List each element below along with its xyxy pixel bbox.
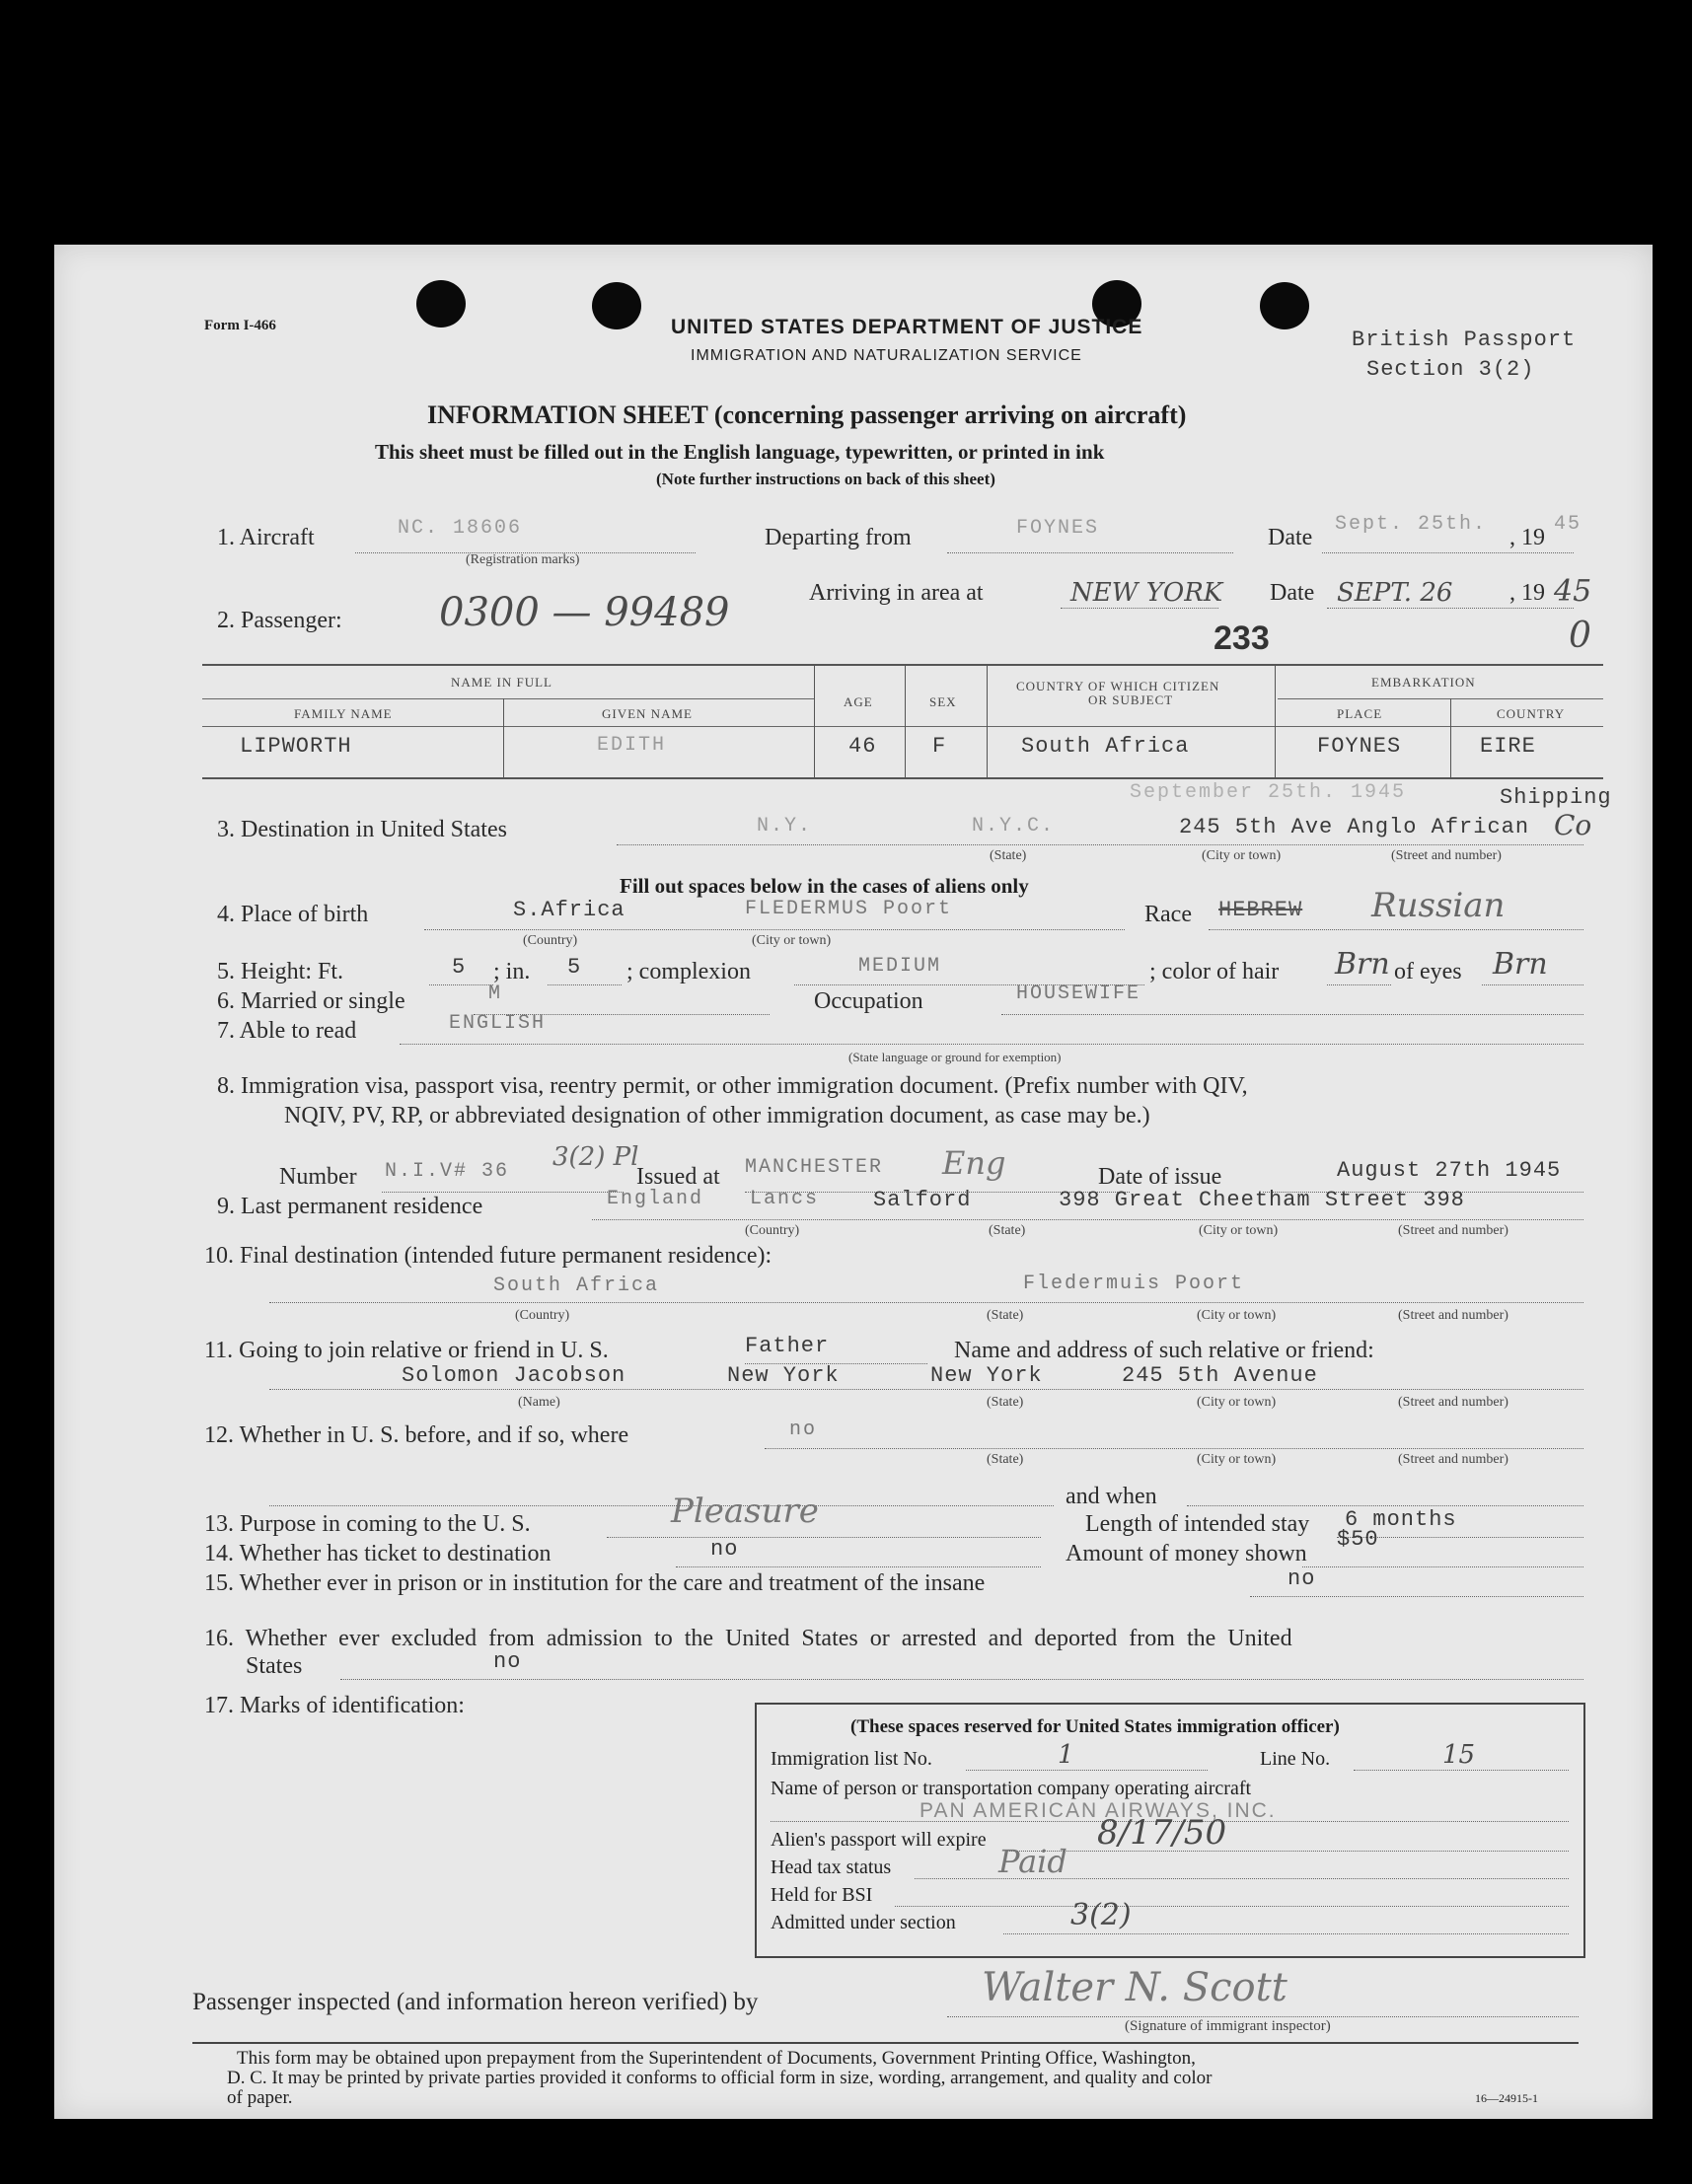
stay-value: 6 months bbox=[1345, 1507, 1457, 1532]
line-no-label: Line No. bbox=[1260, 1748, 1331, 1770]
residence-sub-city: (City or town) bbox=[1199, 1223, 1279, 1238]
final-dest-label: 10. Final destination (intended future permanent residence): bbox=[204, 1243, 772, 1269]
head-tax-value: Paid bbox=[998, 1843, 1067, 1880]
fine-print-line2: D. C. It may be printed by private parties provided it conforms to official form in size, wording, arrangement, and quality and color bbox=[227, 2068, 1213, 2088]
bsi-label: Held for BSI bbox=[771, 1884, 873, 1906]
departure-date: Sept. 25th. bbox=[1335, 513, 1488, 536]
purpose-value: Pleasure bbox=[671, 1492, 819, 1531]
birth-sub-city: (City or town) bbox=[752, 933, 832, 948]
us-before-sub-city: (City or town) bbox=[1197, 1452, 1277, 1467]
relative-name-label: Name and address of such relative or friend: bbox=[954, 1338, 1374, 1363]
read-sub: (State language or ground for exemption) bbox=[848, 1050, 1062, 1064]
birth-sub-country: (Country) bbox=[523, 933, 578, 948]
residence-label: 9. Last permanent residence bbox=[217, 1194, 483, 1219]
excluded-value: no bbox=[493, 1649, 522, 1674]
doc-number-handwritten: 3(2) Pl bbox=[552, 1142, 639, 1172]
year-prefix: , 19 bbox=[1509, 525, 1545, 550]
final-dest-city: Fledermuis Poort bbox=[1023, 1273, 1245, 1295]
document-sheet bbox=[54, 245, 1653, 2119]
passport-expire-value: 8/17/50 bbox=[1097, 1813, 1227, 1853]
arriving-value: NEW YORK bbox=[1070, 578, 1223, 608]
relative-sub-street: (Street and number) bbox=[1398, 1395, 1508, 1410]
given-name: EDITH bbox=[597, 734, 667, 757]
embarkation-place: FOYNES bbox=[1317, 734, 1402, 759]
us-before-label: 12. Whether in U. S. before, and if so, where bbox=[204, 1422, 629, 1448]
family-name: LIPWORTH bbox=[240, 734, 352, 759]
relative-sub-city: (City or town) bbox=[1197, 1395, 1277, 1410]
officer-box-title: (These spaces reserved for United States immigration officer) bbox=[850, 1716, 1340, 1737]
relative-label: 11. Going to join relative or friend in U. S. bbox=[204, 1338, 609, 1363]
eyes-label: of eyes bbox=[1394, 959, 1462, 984]
prison-label: 15. Whether ever in prison or in institution for the care and treatment of the insane bbox=[204, 1570, 986, 1596]
money-value: $50 bbox=[1337, 1527, 1379, 1552]
instructions-note: (Note further instructions on back of this sheet) bbox=[656, 470, 995, 488]
us-before-sub-street: (Street and number) bbox=[1398, 1452, 1508, 1467]
passenger-code: 233 bbox=[1214, 619, 1270, 657]
us-before-value: no bbox=[789, 1419, 818, 1441]
marital-label: 6. Married or single bbox=[217, 988, 405, 1014]
height-in-label: ; in. bbox=[493, 959, 531, 984]
page-title: INFORMATION SHEET (concerning passenger arriving on aircraft) bbox=[427, 400, 1187, 429]
arrival-date-label: Date bbox=[1270, 580, 1315, 606]
sex: F bbox=[932, 734, 947, 759]
prison-value: no bbox=[1287, 1566, 1316, 1591]
form-number: Form I-466 bbox=[204, 318, 276, 333]
eyes-value: Brn bbox=[1493, 947, 1548, 982]
birth-country: S.Africa bbox=[513, 898, 625, 922]
inspected-label: Passenger inspected (and information hereon verified) by bbox=[192, 1989, 759, 2015]
us-before-sub-state: (State) bbox=[987, 1452, 1024, 1467]
relative-state: New York bbox=[727, 1363, 840, 1388]
table-header-sex: SEX bbox=[929, 694, 957, 709]
list-no-label: Immigration list No. bbox=[771, 1748, 932, 1770]
residence-country: England bbox=[607, 1188, 704, 1210]
passport-expire-label: Alien's passport will expire bbox=[771, 1829, 987, 1851]
destination-city: N.Y.C. bbox=[972, 815, 1056, 837]
table-header-name: NAME IN FULL bbox=[451, 675, 552, 690]
punch-hole-4 bbox=[1260, 282, 1309, 329]
admitted-label: Admitted under section bbox=[771, 1912, 956, 1933]
destination-sub-state: (State) bbox=[990, 848, 1027, 863]
doi-value: August 27th 1945 bbox=[1337, 1158, 1562, 1183]
arrival-date: SEPT. 26 bbox=[1337, 578, 1453, 608]
relative-name: Solomon Jacobson bbox=[402, 1363, 626, 1388]
relative-relation: Father bbox=[745, 1334, 830, 1358]
height-ft: 5 bbox=[452, 955, 467, 980]
complexion-value: MEDIUM bbox=[858, 955, 942, 978]
passenger-number: 0300 — 99489 bbox=[439, 590, 730, 635]
list-no-value: 1 bbox=[1058, 1740, 1074, 1770]
occupation-value: HOUSEWIFE bbox=[1016, 983, 1141, 1005]
passenger-mark: 0 bbox=[1569, 616, 1591, 656]
relative-street: 245 5th Avenue bbox=[1122, 1363, 1318, 1388]
final-dest-sub-country: (Country) bbox=[515, 1308, 570, 1323]
arrival-year-prefix: , 19 bbox=[1509, 580, 1545, 606]
punch-hole-2 bbox=[592, 282, 641, 329]
aircraft-value: NC. 18606 bbox=[398, 517, 523, 540]
race-label: Race bbox=[1144, 902, 1192, 927]
relative-sub-name: (Name) bbox=[518, 1395, 560, 1410]
residence-state: Lancs bbox=[750, 1188, 820, 1210]
purpose-label: 13. Purpose in coming to the U. S. bbox=[204, 1511, 531, 1537]
head-tax-label: Head tax status bbox=[771, 1856, 892, 1878]
residence-sub-country: (Country) bbox=[745, 1223, 800, 1238]
relative-sub-state: (State) bbox=[987, 1395, 1024, 1410]
faint-date-stamp: September 25th. 1945 bbox=[1130, 781, 1407, 804]
table-header-given: GIVEN NAME bbox=[602, 706, 693, 721]
departing-value: FOYNES bbox=[1016, 517, 1100, 540]
residence-sub-street: (Street and number) bbox=[1398, 1223, 1508, 1238]
destination-street: 245 5th Ave Anglo African bbox=[1179, 815, 1530, 839]
aircraft-label: 1. Aircraft bbox=[217, 525, 315, 550]
table-header-age: AGE bbox=[844, 694, 873, 709]
aliens-heading: Fill out spaces below in the cases of aliens only bbox=[620, 874, 1029, 898]
immigration-doc-line1: 8. Immigration visa, passport visa, reentry permit, or other immigration document. (Prefix number with QIV, bbox=[217, 1073, 1248, 1099]
date-label: Date bbox=[1268, 525, 1313, 550]
operator-label: Name of person or transportation company operating aircraft bbox=[771, 1778, 1252, 1799]
ticket-value: no bbox=[710, 1537, 739, 1562]
aircraft-sub: (Registration marks) bbox=[466, 552, 580, 567]
money-label: Amount of money shown bbox=[1066, 1541, 1307, 1566]
table-header-place: PLACE bbox=[1337, 706, 1383, 721]
excluded-line2: States bbox=[246, 1653, 303, 1679]
birthplace-label: 4. Place of birth bbox=[217, 902, 369, 927]
table-header-citizen-1: COUNTRY OF WHICH CITIZEN bbox=[1016, 679, 1220, 693]
marital-value: M bbox=[488, 983, 503, 1005]
marks-label: 17. Marks of identification: bbox=[204, 1693, 465, 1718]
service-name: IMMIGRATION AND NATURALIZATION SERVICE bbox=[691, 347, 1082, 364]
issued-at-handwritten: Eng bbox=[942, 1144, 1006, 1182]
departure-year: 45 bbox=[1554, 513, 1582, 536]
citizen-country: South Africa bbox=[1021, 734, 1190, 759]
signature-sub: (Signature of immigrant inspector) bbox=[1125, 2018, 1331, 2034]
admitted-value: 3(2) bbox=[1070, 1898, 1132, 1932]
read-value: ENGLISH bbox=[449, 1012, 547, 1035]
stamp-line-2: Section 3(2) bbox=[1366, 357, 1535, 382]
height-label: 5. Height: Ft. bbox=[217, 959, 344, 984]
destination-label: 3. Destination in United States bbox=[217, 817, 507, 842]
stamp-line-1: British Passport bbox=[1352, 328, 1577, 352]
passenger-label: 2. Passenger: bbox=[217, 608, 342, 633]
embarkation-country: EIRE bbox=[1480, 734, 1536, 759]
race-handwritten: Russian bbox=[1371, 886, 1506, 925]
operator-value: PAN AMERICAN AIRWAYS, INC. bbox=[920, 1799, 1277, 1822]
officer-box bbox=[755, 1703, 1585, 1958]
relative-city: New York bbox=[930, 1363, 1043, 1388]
instructions: This sheet must be filled out in the English language, typewritten, or printed in ink bbox=[375, 440, 1105, 464]
doi-label: Date of issue bbox=[1098, 1164, 1222, 1190]
fine-print-line1: This form may be obtained upon prepayment from the Superintendent of Documents, Government Printing Office, Washington, bbox=[237, 2048, 1196, 2069]
table-header-embarkation: EMBARKATION bbox=[1371, 675, 1476, 690]
read-label: 7. Able to read bbox=[217, 1018, 357, 1044]
final-dest-sub-city: (City or town) bbox=[1197, 1308, 1277, 1323]
when-label: and when bbox=[1066, 1484, 1157, 1509]
punch-hole-1 bbox=[416, 280, 466, 328]
residence-city: Salford bbox=[873, 1188, 972, 1212]
issued-at-value: MANCHESTER bbox=[745, 1156, 884, 1179]
occupation-label: Occupation bbox=[814, 988, 923, 1014]
fine-print-line3: of paper. bbox=[227, 2087, 293, 2108]
destination-state: N.Y. bbox=[757, 815, 813, 837]
destination-sub-street: (Street and number) bbox=[1391, 848, 1502, 863]
arriving-label: Arriving in area at bbox=[809, 580, 984, 606]
doc-number: N.I.V# 36 bbox=[385, 1160, 510, 1183]
complexion-label: ; complexion bbox=[626, 959, 751, 984]
destination-co: Co bbox=[1554, 809, 1592, 841]
destination-sub-city: (City or town) bbox=[1202, 848, 1282, 863]
issued-at-label: Issued at bbox=[636, 1164, 720, 1190]
final-dest-sub-street: (Street and number) bbox=[1398, 1308, 1508, 1323]
hair-value: Brn bbox=[1335, 947, 1390, 982]
table-header-family: FAMILY NAME bbox=[294, 706, 393, 721]
ticket-label: 14. Whether has ticket to destination bbox=[204, 1541, 552, 1566]
stay-label: Length of intended stay bbox=[1085, 1511, 1310, 1537]
doc-number-label: Number bbox=[279, 1164, 357, 1190]
table-header-citizen-2: OR SUBJECT bbox=[1088, 692, 1174, 707]
excluded-line1: 16. Whether ever excluded from admission to the United States or arrested and deported from the United bbox=[204, 1626, 1292, 1651]
final-dest-country: South Africa bbox=[493, 1274, 660, 1297]
department-name: UNITED STATES DEPARTMENT OF JUSTICE bbox=[671, 316, 1143, 338]
age: 46 bbox=[848, 734, 877, 759]
print-code: 16—24915-1 bbox=[1475, 2091, 1538, 2105]
arrival-year: 45 bbox=[1554, 574, 1592, 609]
race-struck: HEBREW bbox=[1218, 898, 1303, 922]
table-header-country: COUNTRY bbox=[1497, 706, 1566, 721]
hair-label: ; color of hair bbox=[1149, 959, 1280, 984]
inspector-signature: Walter N. Scott bbox=[982, 1965, 1287, 2010]
line-no-value: 15 bbox=[1442, 1740, 1476, 1770]
departing-label: Departing from bbox=[765, 525, 912, 550]
shipping-note: Shipping bbox=[1500, 785, 1612, 810]
final-dest-sub-state: (State) bbox=[987, 1308, 1024, 1323]
residence-sub-state: (State) bbox=[989, 1223, 1026, 1238]
height-in: 5 bbox=[567, 955, 582, 980]
residence-street: 398 Great Cheetham Street 398 bbox=[1059, 1188, 1465, 1212]
immigration-doc-line2: NQIV, PV, RP, or abbreviated designation of other immigration document, as case may be.) bbox=[284, 1103, 1150, 1128]
birth-city: FLEDERMUS Poort bbox=[745, 898, 953, 920]
